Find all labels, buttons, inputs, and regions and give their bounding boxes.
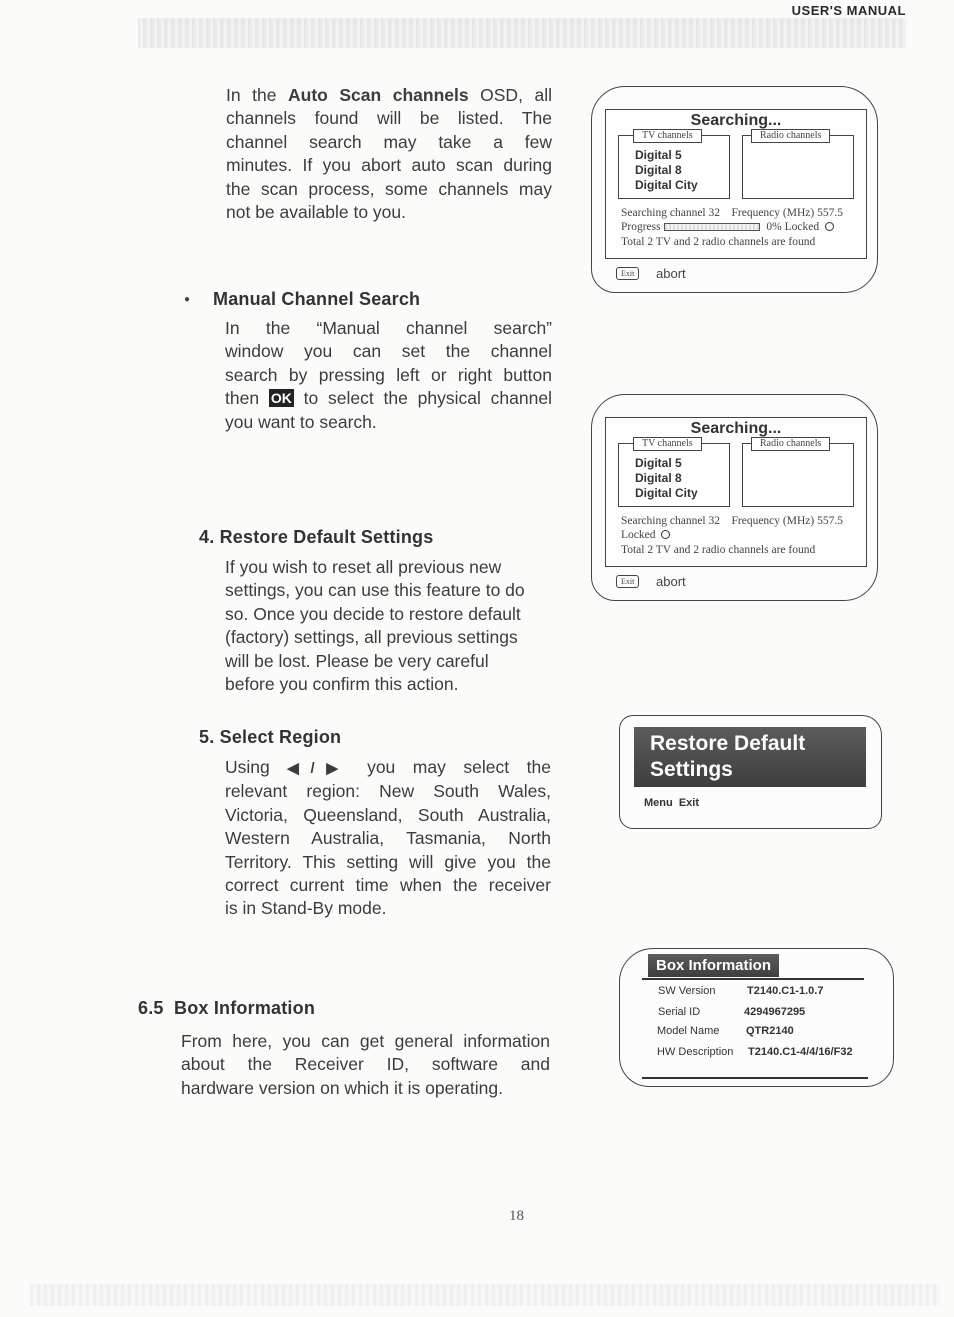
- text-line: minutes. If you abort auto scan during: [226, 155, 552, 176]
- tv-channels-label: TV channels: [633, 129, 702, 143]
- text-line: From here, you can get general information: [181, 1031, 550, 1051]
- text-line: [226, 84, 552, 107]
- radio-channels-box: [742, 438, 854, 507]
- text-line: search by pressing left or right button: [225, 364, 552, 385]
- text-line: is in Stand-By mode.: [225, 898, 387, 919]
- osd-title: Searching...: [690, 112, 782, 129]
- banner-line: Settings: [650, 758, 733, 781]
- text-line: window you can set the channel: [225, 341, 552, 362]
- text-line: Victoria, Queensland, South Australia,: [225, 804, 551, 825]
- exit-key-icon: Exit: [616, 575, 639, 588]
- text-line: Territory. This setting will give you the: [225, 851, 551, 872]
- osd-box-info-panel: [619, 948, 894, 1087]
- progress-line: [621, 221, 834, 233]
- info-value: T2140.C1-4/4/16/F32: [748, 1046, 853, 1058]
- restore-paragraph: [225, 556, 549, 696]
- text-line: so. Once you decide to restore default: [225, 603, 521, 624]
- abort-label: abort: [656, 266, 686, 281]
- text-line: before you confirm this action.: [225, 674, 459, 695]
- tv-channels-label: TV channels: [633, 437, 702, 451]
- header-band: [138, 18, 906, 48]
- manual-search-paragraph: [225, 317, 552, 434]
- ok-key-icon: OK: [270, 390, 292, 407]
- radio-channels-box: [742, 130, 854, 199]
- restore-heading: 4. Restore Default Settings: [199, 527, 434, 547]
- box-info-paragraph: [181, 1030, 550, 1100]
- restore-banner: [634, 727, 866, 787]
- text-run: In the: [226, 85, 288, 105]
- radio-channels-label: Radio channels: [751, 129, 830, 143]
- box-info-heading: 6.5 Box Information: [138, 998, 316, 1018]
- text-line: not be available to you.: [226, 202, 406, 223]
- info-value: 4294967295: [744, 1006, 806, 1018]
- page-number: 18: [509, 1208, 524, 1224]
- banner-rule: [642, 978, 864, 980]
- text-run: then: [225, 388, 269, 409]
- banner-line: Restore Default: [650, 732, 806, 755]
- footer-band: [30, 1284, 940, 1306]
- auto-scan-paragraph: [226, 84, 552, 224]
- info-row: [658, 1006, 806, 1018]
- locked-line: [621, 529, 670, 541]
- channel-item: Digital City: [635, 178, 698, 192]
- info-row: [657, 1046, 853, 1058]
- abort-label: abort: [656, 574, 686, 589]
- text-line: settings, you can use this feature to do: [225, 580, 525, 601]
- radio-channels-label: Radio channels: [751, 437, 830, 451]
- osd-manual-search-panel: [591, 394, 878, 601]
- progress-label: Progress: [621, 221, 661, 233]
- locked-indicator-icon: [661, 530, 670, 539]
- info-key: SW Version: [658, 985, 716, 997]
- text-line: will be lost. Please be very careful: [225, 650, 489, 671]
- osd-auto-scan-panel: [591, 86, 878, 293]
- manual-search-heading: [213, 289, 420, 310]
- text-line: (factory) settings, all previous settings: [225, 627, 518, 648]
- progress-text: 0% Locked: [766, 221, 820, 233]
- text-line: relevant region: New South Wales,: [225, 781, 551, 802]
- info-row: [657, 1025, 794, 1037]
- osd-screen: [605, 417, 867, 567]
- info-key: Serial ID: [658, 1006, 701, 1018]
- text-line: correct current time when the receiver: [225, 875, 551, 896]
- osd-screen: [605, 109, 867, 259]
- text-line: about the Receiver ID, software and: [181, 1054, 550, 1075]
- channel-item: Digital 5: [635, 456, 682, 470]
- progress-bar: [664, 223, 760, 231]
- tv-channels-box: [618, 438, 730, 507]
- text-run: to select the physical channel: [293, 388, 552, 409]
- text-run: you may select the: [349, 757, 551, 777]
- tv-channels-box: [618, 130, 730, 199]
- text-run: Using: [225, 757, 288, 777]
- text-run: OSD, all: [468, 85, 552, 105]
- info-value: T2140.C1-1.0.7: [747, 985, 824, 997]
- text-line: [225, 756, 551, 780]
- region-paragraph: [225, 756, 551, 921]
- page-header-title: USER'S MANUAL: [791, 3, 906, 18]
- info-key: HW Description: [657, 1046, 734, 1058]
- bullet-icon: ●: [184, 294, 191, 305]
- text-line: you want to search.: [225, 411, 377, 432]
- locked-indicator-icon: [825, 222, 834, 231]
- channel-item: Digital 8: [635, 163, 682, 177]
- channel-item: Digital 8: [635, 471, 682, 485]
- text-line: [225, 387, 552, 410]
- text-line: channels found will be listed. The: [226, 108, 552, 129]
- box-info-banner: Box Information: [648, 954, 779, 977]
- channel-item: Digital 5: [635, 148, 682, 162]
- region-heading: 5. Select Region: [199, 727, 342, 747]
- heading-text: Manual Channel Search: [213, 289, 421, 309]
- exit-key-icon: Exit: [616, 267, 639, 280]
- menu-exit-hint: Menu Exit: [644, 797, 700, 809]
- status-line: Total 2 TV and 2 radio channels are found: [621, 544, 816, 556]
- locked-label: Locked: [621, 529, 656, 541]
- info-row: [658, 985, 824, 997]
- text-line: hardware version on which it is operating.: [181, 1077, 503, 1098]
- info-key: Model Name: [657, 1025, 720, 1037]
- left-right-arrow-icon: ◀/▶: [287, 760, 350, 777]
- text-line: channel search may take a few: [226, 131, 552, 152]
- bold-term: Auto Scan channels: [288, 85, 469, 105]
- channel-item: Digital City: [635, 486, 698, 500]
- info-value: QTR2140: [746, 1025, 794, 1037]
- status-line: Searching channel 32 Frequency (MHz) 557.5: [621, 515, 843, 527]
- bottom-rule: [642, 1077, 868, 1079]
- status-line: Searching channel 32 Frequency (MHz) 557.5: [621, 207, 843, 219]
- text-line: Western Australia, Tasmania, North: [225, 828, 551, 849]
- text-line: the scan process, some channels may: [226, 178, 552, 199]
- status-line: Total 2 TV and 2 radio channels are found: [621, 236, 816, 248]
- text-line: If you wish to reset all previous new: [225, 557, 502, 577]
- text-line: In the “Manual channel search”: [225, 318, 552, 338]
- osd-restore-panel: [619, 715, 882, 829]
- osd-title: Searching...: [690, 420, 782, 437]
